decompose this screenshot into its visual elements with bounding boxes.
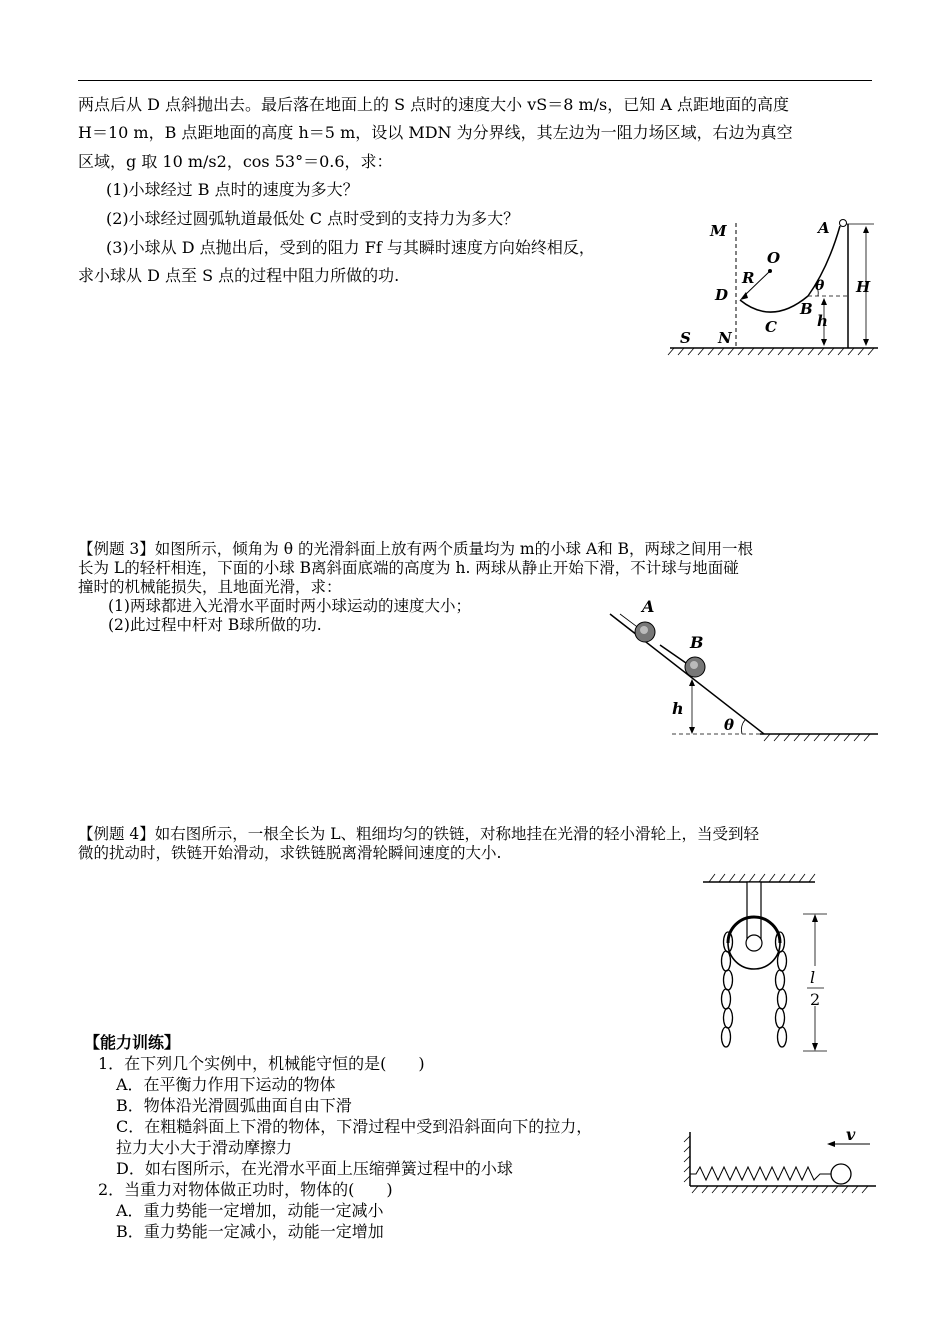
q1-option-c: C．在粗糙斜面上下滑的物体，下滑过程中受到沿斜面向下的拉力， (116, 1117, 593, 1136)
q1-option-a: A．在平衡力作用下运动的物体 (116, 1075, 336, 1094)
q1-option-b: B．物体沿光滑圆弧曲面自由下滑 (116, 1096, 352, 1115)
label-h: h (817, 312, 828, 330)
label-A: A (818, 219, 830, 237)
label-B: B (800, 300, 813, 318)
label-S: S (680, 329, 691, 347)
track-figure (660, 208, 885, 358)
q2-sub-2: (2)小球经过圆弧轨道最低处 C 点时受到的支持力为多大？ (106, 209, 520, 228)
label-2: 2 (810, 990, 821, 1009)
ex3-sub-1: (1)两球都进入光滑水平面时两小球运动的速度大小； (108, 597, 471, 615)
label-A: A (642, 597, 655, 616)
label-D: D (715, 286, 729, 304)
q2-sub-3-cont: 求小球从 D 点至 S 点的过程中阻力所做的功. (78, 266, 400, 285)
ex3-line-2: 长为 L的轻杆相连，下面的小球 B离斜面底端的高度为 h. 两球从静止开始下滑，不计球与地面碰 (78, 559, 739, 577)
label-B: B (690, 633, 704, 652)
q1-stem: 1．在下列几个实例中，机械能守恒的是( ) (98, 1054, 425, 1073)
label-R: R (742, 269, 755, 287)
training-heading: 【能力训练】 (84, 1033, 181, 1052)
q2-line-1: 两点后从 D 点斜抛出去。最后落在地面上的 S 点时的速度大小 vS＝8 m/s，已知 A 点距地面的高度 (78, 95, 789, 114)
q1-option-c-cont: 拉力大小大于滑动摩擦力 (116, 1138, 293, 1157)
label-O: O (767, 249, 781, 267)
pulley-figure (695, 868, 845, 1058)
ex4-line-1: 【例题 4】如右图所示，一根全长为 L、粗细均匀的铁链，对称地挂在光滑的轻小滑轮上，当受到轻 (78, 825, 760, 843)
q2-line-3: 区域，g 取 10 m/s2，cos 53°＝0.6，求： (78, 152, 393, 171)
q1-option-d: D．如右图所示，在光滑水平面上压缩弹簧过程中的小球 (116, 1159, 513, 1178)
ex3-line-3: 撞时的机械能损失，且地面光滑，求： (78, 578, 342, 596)
label-M: M (710, 222, 727, 240)
spring-figure (680, 1122, 880, 1200)
label-theta: θ (815, 278, 825, 294)
q2-option-a: A．重力势能一定增加，动能一定减小 (116, 1201, 384, 1220)
header-rule (78, 80, 872, 81)
label-v: v (846, 1125, 856, 1144)
label-h: h (672, 699, 684, 718)
ex3-line-1: 【例题 3】如图所示，倾角为 θ 的光滑斜面上放有两个质量均为 m的小球 A和 B，两球之间用一根 (78, 540, 754, 558)
ex4-line-2: 微的扰动时，铁链开始滑动，求铁链脱离滑轮瞬间速度的大小. (78, 844, 502, 862)
label-N: N (718, 329, 732, 347)
q2-line-2: H＝10 m，B 点距地面的高度 h＝5 m，设以 MDN 为分界线，其左边为一阻力场区域，右边为真空 (78, 123, 793, 142)
label-theta: θ (724, 716, 735, 734)
label-l: l (810, 968, 816, 987)
q2-sub-1: (1)小球经过 B 点时的速度为多大？ (106, 180, 359, 199)
incline-figure (600, 590, 885, 750)
label-C: C (765, 318, 777, 336)
q2-stem: 2．当重力对物体做正功时，物体的( ) (98, 1180, 393, 1199)
q2-sub-3: (3)小球从 D 点抛出后，受到的阻力 Ff 与其瞬时速度方向始终相反， (106, 238, 595, 257)
ex3-sub-2: (2)此过程中杆对 B球所做的功. (108, 616, 322, 634)
q2-option-b: B．重力势能一定减小，动能一定增加 (116, 1222, 384, 1241)
label-H: H (856, 278, 871, 296)
